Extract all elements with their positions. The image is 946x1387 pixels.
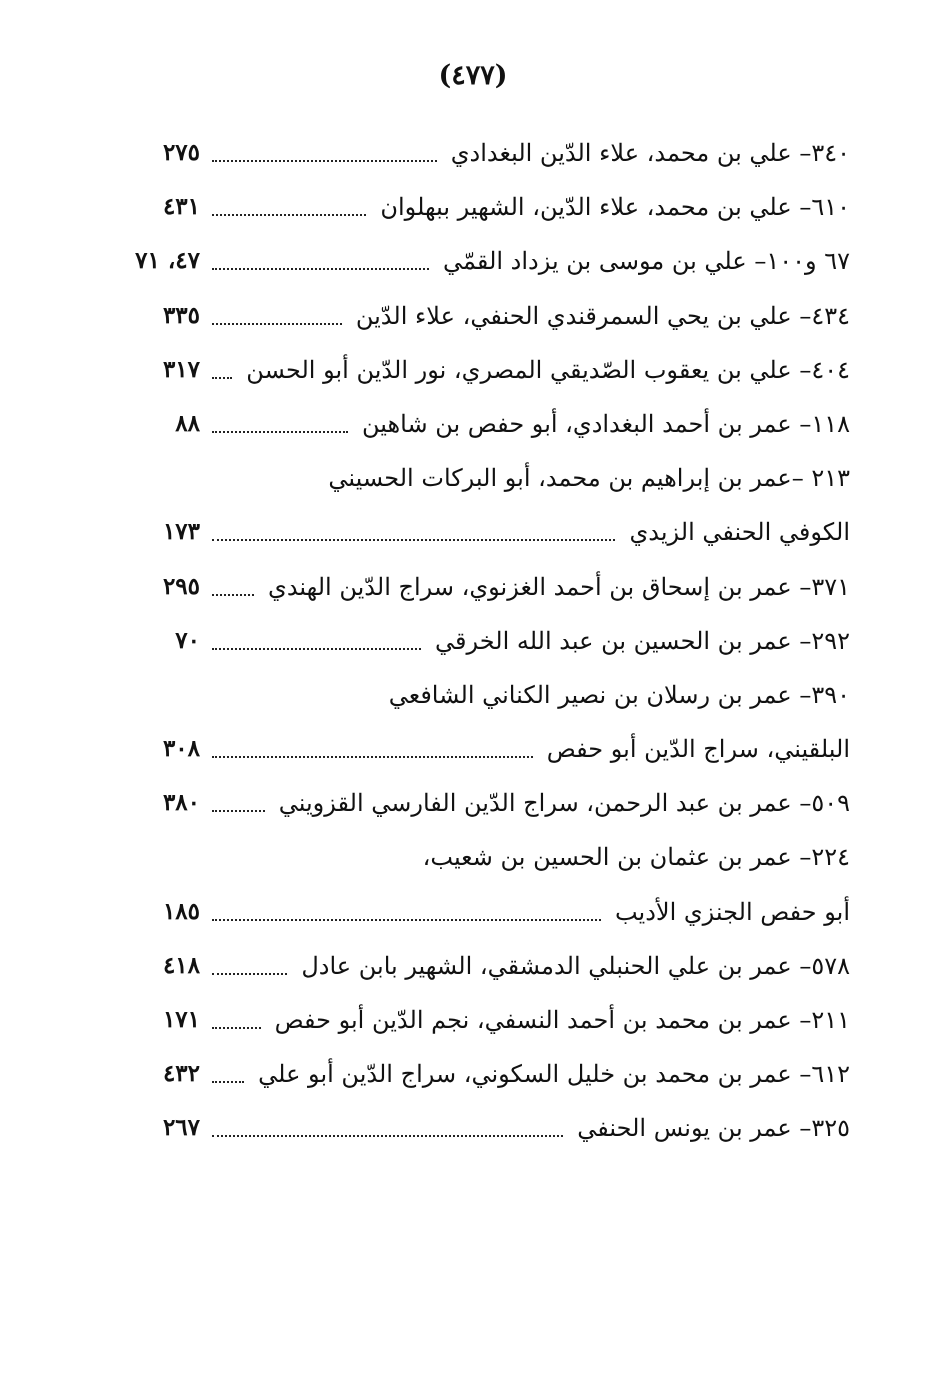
entry-page-number: ٢٧٥ [162, 139, 200, 166]
entry-title: ٣٤٠– علي بن محمد، علاء الدّين البغدادي [443, 126, 850, 180]
entry-title: ٦٧ و١٠٠– علي بن موسى بن يزداد القمّي [435, 234, 850, 288]
leader-dots [212, 210, 366, 216]
index-entry [108, 1047, 850, 1101]
entry-title: ٥٧٨– عمر بن علي الحنبلي الدمشقي، الشهير بابن عادل [293, 939, 850, 993]
index-entry [108, 397, 850, 451]
index-entry [108, 126, 850, 180]
entry-page-number: ٨٨ [175, 409, 200, 437]
entry-page-number: ٣٨٠ [162, 789, 200, 817]
index-entry [108, 776, 850, 830]
leader-dots [212, 752, 533, 758]
entry-title: ٢٩٢– عمر بن الحسين بن عبد الله الخرقي [427, 614, 850, 668]
leader-dots [212, 156, 437, 162]
entry-page-number: ٢٩٥ [162, 572, 200, 600]
entry-page-number: ٧٠ [175, 626, 200, 654]
entry-page-number: ٢٦٧ [162, 1114, 200, 1142]
entry-title: ٣٢٥– عمر بن يونس الحنفي [569, 1101, 850, 1155]
leader-dots [212, 969, 287, 975]
index-entry [108, 1101, 850, 1155]
entry-page-number: ٣٠٨ [162, 735, 200, 763]
entry-title: ٣٧١– عمر بن إسحاق بن أحمد الغزنوي، سراج الدّين الهندي [260, 560, 850, 614]
leader-dots [212, 915, 601, 921]
entry-title: ٥٠٩– عمر بن عبد الرحمن، سراج الدّين الفارسي القزويني [271, 776, 850, 830]
leader-dots [212, 1023, 261, 1029]
leader-dots [212, 373, 232, 379]
leader-dots [212, 264, 429, 270]
page-number: (٤٧٧) [438, 60, 508, 91]
index-entry [108, 289, 850, 343]
entry-page-number: ٤٧، ٧١ [135, 247, 200, 275]
entry-page-number: ٣٣٥ [162, 301, 200, 329]
entry-page-number: ٤١٨ [162, 951, 200, 979]
index-entry [108, 830, 850, 884]
entry-title: ٣٩٠– عمر بن رسلان بن نصير الكناني الشافعي [381, 668, 850, 722]
leader-dots [212, 319, 342, 325]
leader-dots [212, 806, 265, 812]
index-entry [108, 722, 850, 776]
entry-page-number: ١٧١ [162, 1006, 200, 1033]
leader-dots [212, 1131, 563, 1137]
entry-title: البلقيني، سراج الدّين أبو حفص [539, 722, 850, 776]
entry-title: ٢١٣ –عمر بن إبراهيم بن محمد، أبو البركات الحسيني [320, 451, 850, 505]
index-entry [108, 343, 850, 397]
entry-title: ٢١١– عمر بن محمد بن أحمد النسفي، نجم الدّين أبو حفص [267, 993, 850, 1047]
index-entry [108, 505, 850, 559]
entry-title: ١١٨– عمر بن أحمد البغدادي، أبو حفص بن شاهين [354, 397, 850, 451]
index-entry [108, 560, 850, 614]
entry-page-number: ٤٣٢ [162, 1060, 200, 1088]
entry-title: أبو حفص الجنزي الأديب [607, 885, 850, 939]
index-entry [108, 180, 850, 234]
entry-title: ٦١٢– عمر بن محمد بن خليل السكوني، سراج الدّين أبو علي [250, 1047, 850, 1101]
index-entries [108, 126, 850, 1156]
index-entry [108, 939, 850, 993]
index-entry [108, 885, 850, 939]
entry-title: ٤٠٤– علي بن يعقوب الصّديقي المصري، نور الدّين أبو الحسن [238, 343, 850, 397]
leader-dots [212, 535, 615, 541]
entry-page-number: ٤٣١ [162, 193, 200, 221]
index-entry [108, 234, 850, 288]
leader-dots [212, 1077, 244, 1083]
leader-dots [212, 590, 254, 596]
index-entry [108, 451, 850, 505]
index-entry [108, 614, 850, 668]
entry-title: ٤٣٤– علي بن يحي السمرقندي الحنفي، علاء الدّين [348, 289, 850, 343]
entry-page-number: ١٧٣ [162, 518, 200, 546]
leader-dots [212, 644, 421, 650]
entry-title: ٦١٠– علي بن محمد، علاء الدّين، الشهير ببهلوان [372, 180, 850, 234]
leader-dots [212, 427, 348, 433]
entry-title: الكوفي الحنفي الزيدي [621, 505, 850, 559]
entry-page-number: ١٨٥ [162, 897, 200, 925]
entry-title: ٢٢٤– عمر بن عثمان بن الحسين بن شعيب، [415, 830, 850, 884]
entry-page-number: ٣١٧ [162, 355, 200, 383]
index-entry [108, 668, 850, 722]
index-entry [108, 993, 850, 1047]
